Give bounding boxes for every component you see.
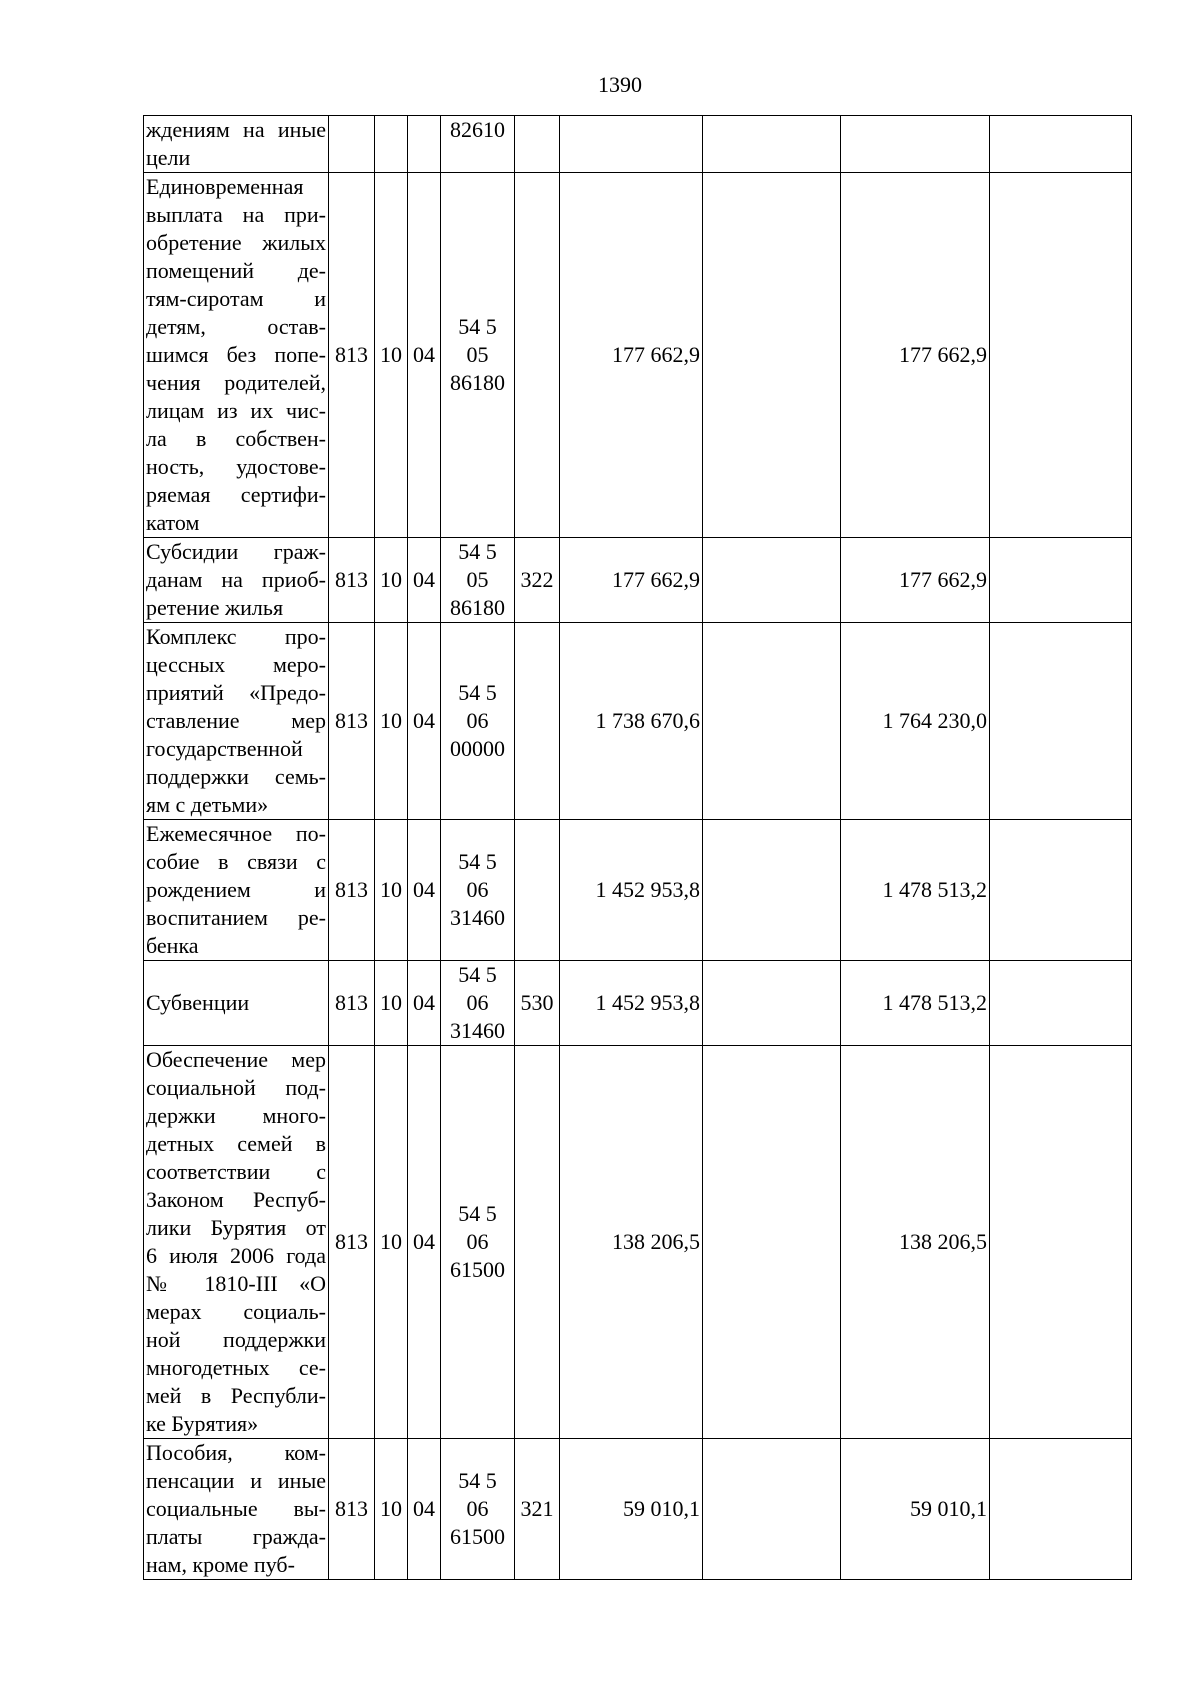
target-article-part: 82610 [450, 117, 505, 142]
amount-cell-sum2 [703, 1046, 841, 1439]
target-article-part: 06 [466, 990, 489, 1015]
page-number: 1390 [598, 72, 642, 97]
table-row [144, 1046, 1132, 1439]
row-name-line: ждениям на иные [146, 117, 326, 142]
expense-type-cell [515, 173, 560, 538]
target-article-part: 06 [466, 1229, 489, 1254]
amount-cell-sum1: 59 010,1 [560, 1439, 703, 1580]
target-article-part: 54 5 [458, 1201, 497, 1226]
row-name-cell [144, 623, 329, 820]
section-code-cell [375, 116, 408, 173]
table-row [144, 961, 1132, 1046]
amount-cell-sum1 [560, 116, 703, 173]
target-article-part: 54 5 [458, 849, 497, 874]
admin-code-cell [329, 116, 375, 173]
amount-cell-sum2 [703, 116, 841, 173]
amount-cell-sum3: 1 478 513,2 [841, 961, 990, 1046]
budget-table [143, 115, 1132, 1580]
row-name-line: рождением и [146, 877, 326, 902]
row-name-line: лики Бурятия от [146, 1215, 326, 1240]
amount-cell-sum3: 1 764 230,0 [841, 623, 990, 820]
target-article-cell [441, 820, 515, 961]
row-name-line: Обеспечение мер [146, 1047, 326, 1072]
subsection-code-cell: 04 [408, 820, 441, 961]
row-name-line: лицам из их чис- [146, 398, 326, 423]
row-name-line: Ежемесячное по- [146, 821, 326, 846]
section-code-cell: 10 [375, 538, 408, 623]
section-code-cell: 10 [375, 173, 408, 538]
amount-cell-sum2 [703, 173, 841, 538]
target-article-part: 61500 [450, 1257, 505, 1282]
row-name-line: бенка [146, 933, 199, 958]
row-name-line: детных семей в [146, 1131, 326, 1156]
row-name-line: Субвенции [146, 990, 250, 1015]
target-article-part: 86180 [450, 595, 505, 620]
row-name-cell [144, 1046, 329, 1439]
row-name-line: ке Бурятия» [146, 1411, 259, 1436]
target-article-part: 54 5 [458, 680, 497, 705]
admin-code-cell: 813 [329, 820, 375, 961]
amount-cell-sum1: 1 452 953,8 [560, 820, 703, 961]
amount-cell-sum4 [990, 961, 1132, 1046]
row-name-line: ной поддержки [146, 1327, 326, 1352]
target-article-cell [441, 173, 515, 538]
expense-type-cell [515, 820, 560, 961]
row-name-line: приятий «Предо- [146, 680, 326, 705]
target-article-part: 06 [466, 708, 489, 733]
target-article-part: 31460 [450, 1018, 505, 1043]
amount-cell-sum3 [841, 116, 990, 173]
amount-cell-sum2 [703, 1439, 841, 1580]
target-article-part: 05 [466, 342, 489, 367]
row-name-line: пенсации и иные [146, 1468, 326, 1493]
subsection-code-cell: 04 [408, 173, 441, 538]
expense-type-cell [515, 1046, 560, 1439]
row-name-line: ретение жилья [146, 595, 284, 620]
target-article-part: 86180 [450, 370, 505, 395]
row-name-line: Комплекс про- [146, 624, 326, 649]
subsection-code-cell: 04 [408, 538, 441, 623]
row-name-cell [144, 961, 329, 1046]
admin-code-cell: 813 [329, 1439, 375, 1580]
target-article-part: 54 5 [458, 314, 497, 339]
row-name-cell [144, 1439, 329, 1580]
admin-code-cell: 813 [329, 961, 375, 1046]
expense-type-cell: 322 [515, 538, 560, 623]
target-article-part: 05 [466, 567, 489, 592]
row-name-cell [144, 538, 329, 623]
row-name-line: Пособия, ком- [146, 1440, 326, 1465]
table-row [144, 820, 1132, 961]
row-name-line: шимся без попе- [146, 342, 326, 367]
row-name-line: ла в собствен- [146, 426, 326, 451]
amount-cell-sum2 [703, 623, 841, 820]
row-name-line: данам на приоб- [146, 567, 326, 592]
amount-cell-sum1: 138 206,5 [560, 1046, 703, 1439]
table-row [144, 173, 1132, 538]
row-name-line: Субсидии граж- [146, 539, 326, 564]
row-name-cell [144, 173, 329, 538]
admin-code-cell: 813 [329, 1046, 375, 1439]
target-article-part: 06 [466, 877, 489, 902]
row-name-line: катом [146, 510, 200, 535]
row-name-line: государственной [146, 736, 303, 761]
amount-cell-sum1: 1 738 670,6 [560, 623, 703, 820]
amount-cell-sum3: 138 206,5 [841, 1046, 990, 1439]
row-name-line: чения родителей, [146, 370, 326, 395]
expense-type-cell [515, 116, 560, 173]
row-name-line: цессных меро- [146, 652, 326, 677]
target-article-cell [441, 623, 515, 820]
row-name-line: № 1810-III «О [146, 1271, 326, 1296]
target-article-part: 06 [466, 1496, 489, 1521]
row-name-line: ность, удостове- [146, 454, 326, 479]
admin-code-cell: 813 [329, 173, 375, 538]
target-article-part: 31460 [450, 905, 505, 930]
section-code-cell: 10 [375, 820, 408, 961]
row-name-line: мей в Республи- [146, 1383, 326, 1408]
row-name-cell [144, 820, 329, 961]
row-name-line: выплата на при- [146, 202, 326, 227]
row-name-line: 6 июля 2006 года [146, 1243, 326, 1268]
target-article-cell [441, 538, 515, 623]
table-row [144, 623, 1132, 820]
row-name-cell [144, 116, 329, 173]
row-name-line: социальной под- [146, 1075, 326, 1100]
amount-cell-sum3: 177 662,9 [841, 173, 990, 538]
target-article-part: 54 5 [458, 539, 497, 564]
amount-cell-sum1: 177 662,9 [560, 538, 703, 623]
row-name-line: ставление мер [146, 708, 326, 733]
row-name-line: воспитанием ре- [146, 905, 326, 930]
target-article-part: 54 5 [458, 1468, 497, 1493]
amount-cell-sum4 [990, 538, 1132, 623]
amount-cell-sum2 [703, 538, 841, 623]
admin-code-cell: 813 [329, 623, 375, 820]
row-name-line: мерах социаль- [146, 1299, 326, 1324]
row-name-line: платы гражда- [146, 1524, 326, 1549]
table-row [144, 1439, 1132, 1580]
target-article-part: 61500 [450, 1524, 505, 1549]
amount-cell-sum4 [990, 623, 1132, 820]
row-name-line: детям, остав- [146, 314, 326, 339]
row-name-line: нам, кроме пуб- [146, 1552, 295, 1577]
amount-cell-sum4 [990, 1439, 1132, 1580]
section-code-cell: 10 [375, 1046, 408, 1439]
amount-cell-sum4 [990, 820, 1132, 961]
row-name-line: тям-сиротам и [146, 286, 326, 311]
target-article-cell [441, 1046, 515, 1439]
row-name-line: помещений де- [146, 258, 326, 283]
amount-cell-sum1: 1 452 953,8 [560, 961, 703, 1046]
row-name-line: собие в связи с [146, 849, 326, 874]
amount-cell-sum2 [703, 961, 841, 1046]
subsection-code-cell: 04 [408, 623, 441, 820]
amount-cell-sum4 [990, 116, 1132, 173]
row-name-line: ряемая сертифи- [146, 482, 326, 507]
subsection-code-cell [408, 116, 441, 173]
section-code-cell: 10 [375, 1439, 408, 1580]
amount-cell-sum3: 1 478 513,2 [841, 820, 990, 961]
subsection-code-cell: 04 [408, 961, 441, 1046]
table-row [144, 116, 1132, 173]
target-article-cell [441, 1439, 515, 1580]
row-name-line: социальные вы- [146, 1496, 326, 1521]
admin-code-cell: 813 [329, 538, 375, 623]
amount-cell-sum1: 177 662,9 [560, 173, 703, 538]
amount-cell-sum4 [990, 1046, 1132, 1439]
target-article-part: 54 5 [458, 962, 497, 987]
row-name-line: цели [146, 145, 191, 170]
table-row [144, 538, 1132, 623]
expense-type-cell [515, 623, 560, 820]
amount-cell-sum3: 59 010,1 [841, 1439, 990, 1580]
expense-type-cell: 530 [515, 961, 560, 1046]
target-article-part: 00000 [450, 736, 505, 761]
row-name-line: соответствии с [146, 1159, 326, 1184]
target-article-cell [441, 961, 515, 1046]
subsection-code-cell: 04 [408, 1046, 441, 1439]
table-body [144, 116, 1132, 1580]
row-name-line: многодетных се- [146, 1355, 326, 1380]
row-name-line: Единовременная [146, 174, 304, 199]
amount-cell-sum4 [990, 173, 1132, 538]
row-name-line: обретение жилых [146, 230, 326, 255]
row-name-line: Законом Респуб- [146, 1187, 326, 1212]
section-code-cell: 10 [375, 623, 408, 820]
section-code-cell: 10 [375, 961, 408, 1046]
row-name-line: держки много- [146, 1103, 326, 1128]
row-name-line: ям с детьми» [146, 792, 269, 817]
row-name-line: поддержки семь- [146, 764, 326, 789]
target-article-cell [441, 116, 515, 173]
subsection-code-cell: 04 [408, 1439, 441, 1580]
amount-cell-sum3: 177 662,9 [841, 538, 990, 623]
amount-cell-sum2 [703, 820, 841, 961]
expense-type-cell: 321 [515, 1439, 560, 1580]
